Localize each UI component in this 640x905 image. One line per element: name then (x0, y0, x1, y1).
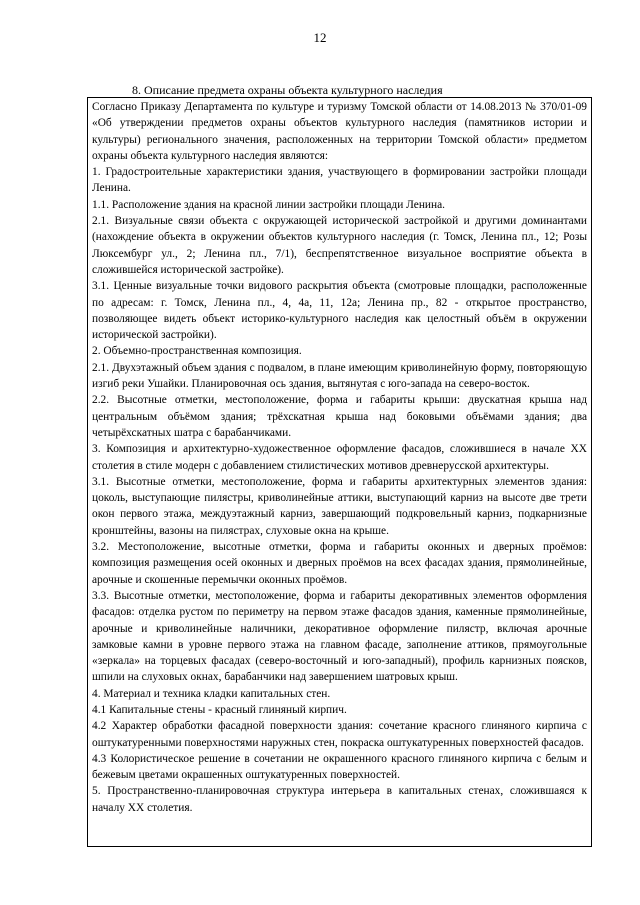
item-2-2: 2.2. Высотные отметки, местоположение, форма и габариты крыши: двускатная крыша над центральным объёмом здания; трёхскатная крыша над боковыми объёмами здания; два четырёхскатных шатра с барабанчиками. (92, 394, 587, 439)
item-2: 2. Объемно-пространственная композиция. (92, 345, 302, 358)
item-3-1: 3.1. Высотные отметки, местоположение, форма и габариты архитектурных элементов здания: цоколь, выступающие пилястры, криволинейные аттики, выступающий карниз на высоте две трети окон первого этажа, междуэтажный карниз, завершающий подкровельный карниз, подкарнизные кронштейны, вазоны на пилястрах, слуховые окна на крыше. (92, 475, 587, 537)
item-3-2: 3.2. Местоположение, высотные отметки, форма и габариты оконных и дверных проёмов: композиция размещения осей оконных и дверных проёмов на всех фасадах здания, прямолинейные, арочные и скошенные перемычки оконных проёмов. (92, 541, 587, 586)
item-3-3: 3.3. Высотные отметки, местоположение, форма и габариты декоративных элементов оформления фасадов: отделка рустом по периметру на первом этаже фасадов здания, каменные прямолинейные, арочные и криволинейные наличники, декоративное оформление пилястр, включая арочные замковые камни в уровне первого этажа на главном фасаде, заполнение аттиков, прямоугольные «зеркала» на торцевых фасадах (северо-восточный и юго-западный), профиль карнизных поясков, шпили на слуховых окнах, барабанчики над завершением шатровых крыш. (92, 589, 587, 684)
item-2-1: 2.1. Двухэтажный объем здания с подвалом, в плане имеющим криволинейную форму, повторяющую изгиб реки Ушайки. Планировочная ось здания, вытянутая с юго-запада на северо-восток. (92, 361, 587, 391)
item-4-3: 4.3 Колористическое решение в сочетании не окрашенного красного глиняного кирпича с белым и бежевым цветами окрашенных оштукатуренных поверхностей. (92, 752, 587, 782)
section-heading: 8. Описание предмета охраны объекта культурного наследия (132, 83, 443, 97)
item-4: 4. Материал и техника кладки капитальных стен. (92, 687, 331, 700)
item-3-1-view-points: 3.1. Ценные визуальные точки видового раскрытия объекта (смотровые площадки, расположенные по адресам: г. Томск, Ленина пл., 4, 4а, 11, 12а; Ленина пр., 82 - открытое пространство, позволяющее видеть объект историко-культурного наследия как целостный объём в окружении исторической застройки). (92, 280, 587, 342)
item-2-1-visual-links: 2.1. Визуальные связи объекта с окружающей исторической застройкой и другими доминантами (нахождение объекта в окружении объектов культурного наследия (г. Томск, Ленина пл., 12; Розы Люксембург ул., 2; Ленина пл., 7/1), беспрепятственное визуальное восприятие объекта в сложившейся исторической застройке). (92, 215, 587, 276)
item-3: 3. Композиция и архитектурно-художественное оформление фасадов, сложившиеся в начале XX столетия в стиле модерн с добавлением стилистических мотивов древнерусской архитектуры. (92, 443, 587, 472)
page-number: 12 (313, 30, 327, 45)
item-4-2: 4.2 Характер обработки фасадной поверхности здания: сочетание красного глиняного кирпича с оштукатуренными поверхностями наружных стен, покраска оштукатуренных поверхностей фасадов. (92, 720, 587, 749)
protection-subject-box (87, 97, 592, 847)
intro-paragraph: Согласно Приказу Департамента по культуре и туризму Томской области от 14.08.2013 № 370/01-09 «Об утверждении предметов охраны объектов культурного наследия (памятников истории и культуры) регионального значения, расположенных на территории Томской области» предметом охраны объекта культурного наследия являются: (92, 101, 587, 162)
item-5: 5. Пространственно-планировочная структура интерьера в капитальных стенах, сложившаяся к началу XX столетия. (92, 785, 587, 814)
item-1: 1. Градостроительные характеристики здания, участвующего в формировании застройки площади Ленина. (92, 166, 587, 195)
item-1-1: 1.1. Расположение здания на красной линии застройки площади Ленина. (92, 198, 446, 211)
item-4-1: 4.1 Капитальные стены - красный глиняный кирпич. (92, 703, 347, 716)
